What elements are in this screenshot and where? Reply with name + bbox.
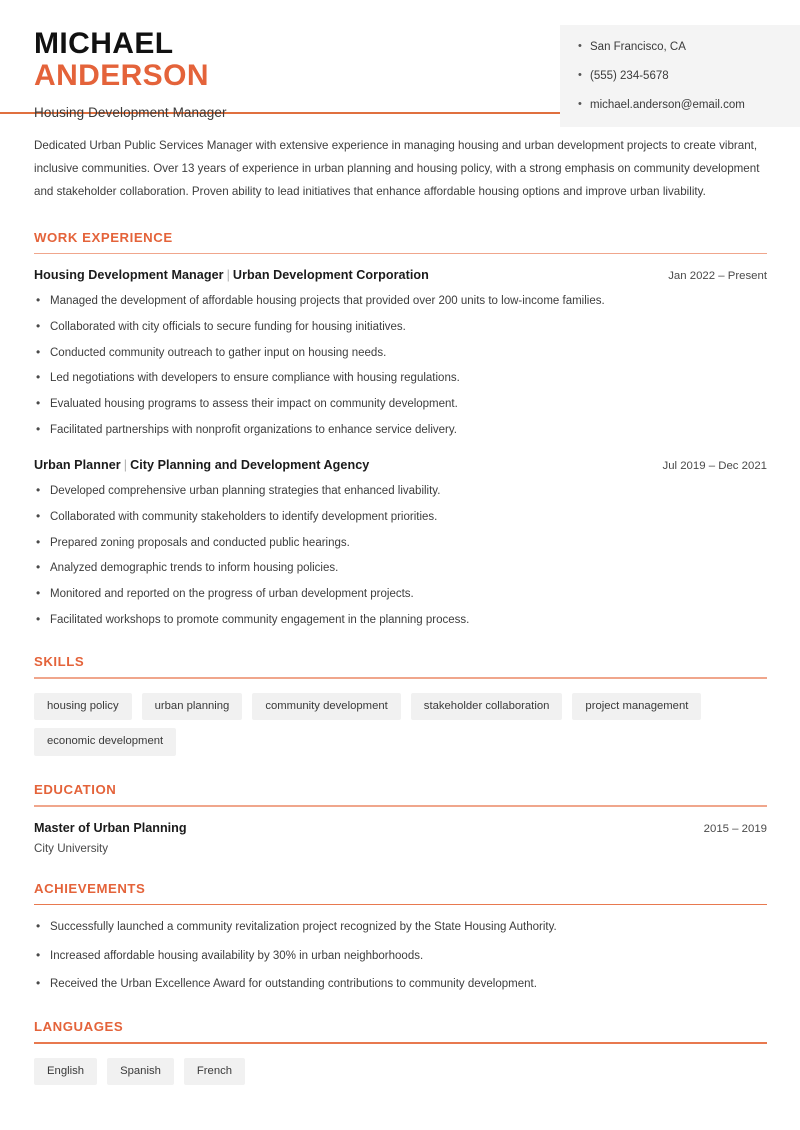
experience-header [34,458,767,472]
language-chip: French [184,1058,245,1086]
bullet-icon: • [36,318,41,333]
separator-icon: | [123,458,128,473]
bullet-icon: • [36,560,41,575]
bullet-icon: • [36,395,41,410]
experience-bullets [34,483,767,628]
bullet-icon: • [36,370,41,385]
achievement-item [34,976,767,993]
bullet-text: Collaborated with city officials to secure funding for housing initiatives. [50,320,406,333]
bullet-item [34,509,767,526]
education-header [34,821,767,835]
section-achievements [34,881,767,994]
section-title-work-experience: WORK EXPERIENCE [34,229,173,245]
language-chip: English [34,1058,97,1086]
education-item [34,821,767,855]
bullet-item [34,293,767,310]
skills-chip-list [34,693,767,756]
bullet-text: Analyzed demographic trends to inform housing policies. [50,562,339,575]
education-dates: 2015 – 2019 [703,822,767,835]
resume-body [0,134,800,1085]
first-name: MICHAEL [34,27,174,60]
experience-dates: Jan 2022 – Present [668,270,767,283]
experience-item [34,268,767,438]
contact-email[interactable] [578,97,784,113]
bullet-item [34,535,767,552]
bullet-icon: • [36,483,41,498]
achievement-item [34,919,767,936]
bullet-icon: • [36,293,41,308]
bullet-icon: • [578,40,582,52]
bullet-item [34,396,767,413]
contact-phone-label: (555) 234-5678 [590,70,669,83]
bullet-item [34,612,767,629]
page-title: Housing Development Manager [34,104,227,120]
section-education [34,782,767,855]
bullet-item [34,560,767,577]
bullet-text: Developed comprehensive urban planning strategies that enhanced livability. [50,485,441,498]
experience-dates: Jul 2019 – Dec 2021 [662,460,767,473]
contact-phone[interactable] [578,68,784,84]
skill-chip: economic development [34,728,176,756]
bullet-text: Collaborated with community stakeholders to identify development priorities. [50,510,438,523]
experience-header [34,268,767,282]
bullet-item [34,345,767,362]
skill-chip: community development [252,693,400,721]
bullet-text: Monitored and reported on the progress of urban development projects. [50,587,414,600]
section-divider [34,1042,767,1044]
bullet-item [34,586,767,603]
section-divider [34,805,767,807]
experience-company: Urban Development Corporation [232,268,429,283]
achievement-item [34,948,767,965]
contact-email-label: michael.anderson@email.com [590,99,745,112]
section-divider [34,904,767,906]
education-degree: Master of Urban Planning [34,820,187,835]
bullet-text: Conducted community outreach to gather input on housing needs. [50,346,387,359]
education-school: City University [34,841,109,855]
achievement-text: Received the Urban Excellence Award for outstanding contributions to community development. [50,978,537,991]
section-skills [34,654,767,756]
bullet-text: Prepared zoning proposals and conducted public hearings. [50,536,350,549]
experience-role: Urban Planner [34,458,121,473]
section-divider [34,677,767,679]
section-title-languages: LANGUAGES [34,1019,124,1035]
language-chip: Spanish [107,1058,174,1086]
bullet-icon: • [36,947,41,962]
bullet-icon: • [36,344,41,359]
bullet-item [34,422,767,439]
bullet-text: Facilitated partnerships with nonprofit organizations to enhance service delivery. [50,423,457,436]
bullet-item [34,370,767,387]
bullet-icon: • [36,508,41,523]
section-languages [34,1019,767,1085]
bullet-icon: • [578,69,582,82]
skill-chip: stakeholder collaboration [411,693,563,721]
skill-chip: urban planning [142,693,243,721]
experience-role: Housing Development Manager [34,268,224,283]
bullet-icon: • [36,919,41,934]
achievements-list [34,919,767,993]
contact-info-box [560,25,800,127]
section-title-achievements: ACHIEVEMENTS [34,880,146,896]
last-name: ANDERSON [34,59,209,93]
skill-chip: housing policy [34,693,132,721]
section-work-experience [34,230,767,629]
experience-role-company [34,458,369,472]
bullet-item [34,483,767,500]
contact-location-label: San Francisco, CA [590,41,686,53]
separator-icon: | [226,268,230,283]
contact-location [578,39,784,55]
bullet-text: Led negotiations with developers to ensure compliance with housing regulations. [50,372,460,385]
bullet-icon: • [578,98,582,111]
achievement-text: Increased affordable housing availability by 30% in urban neighborhoods. [50,949,424,962]
experience-item [34,458,767,628]
bullet-text: Managed the development of affordable housing projects that provided over 200 units to low-income families. [50,295,605,308]
contact-list [578,39,784,113]
experience-bullets [34,293,767,438]
header-identity [0,22,227,120]
bullet-icon: • [36,534,41,549]
bullet-icon: • [36,585,41,600]
achievement-text: Successfully launched a community revitalization project recognized by the State Housing Authority. [50,921,557,934]
experience-company: City Planning and Development Agency [130,458,370,473]
bullet-icon: • [36,611,41,626]
experience-role-company [34,268,429,282]
section-title-education: EDUCATION [34,781,117,797]
bullet-item [34,319,767,336]
languages-chip-list [34,1058,767,1086]
skill-chip: project management [572,693,701,721]
bullet-text: Facilitated workshops to promote community engagement in the planning process. [50,613,470,626]
resume-header [0,0,800,120]
bullet-icon: • [36,976,41,991]
bullet-text: Evaluated housing programs to assess their impact on community development. [50,397,458,410]
professional-summary: Dedicated Urban Public Services Manager with extensive experience in managing housing and urban development projects to create vibrant, inclusive communities. Over 13 years of experience in urban planning and housing policy, with a strong emphasis on community development and stakeholder collaboration. Proven ability to lead initiatives that enhance affordable housing options and improve urban livability. [34,139,760,199]
bullet-icon: • [36,421,41,436]
section-divider [34,253,767,255]
section-title-skills: SKILLS [34,654,85,670]
